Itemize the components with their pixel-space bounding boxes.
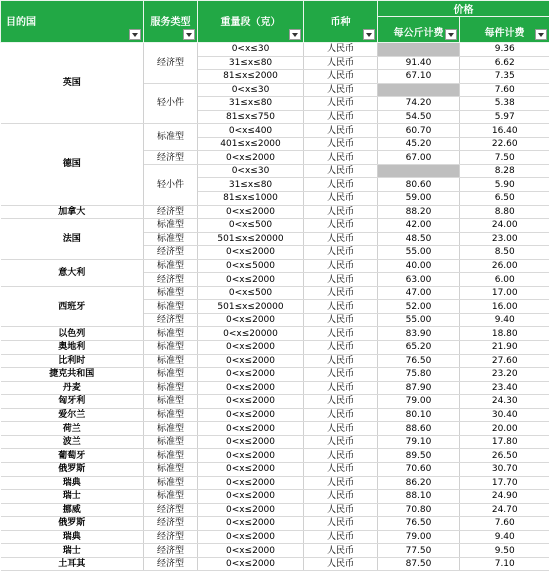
table-row: [1, 354, 549, 368]
cell-per-piece[interactable]: 23.20: [460, 368, 549, 382]
cell-weight-range[interactable]: 0<x≤2000: [198, 490, 304, 504]
cell-currency[interactable]: 人民币: [304, 192, 378, 206]
cell-per-piece[interactable]: 7.10: [460, 557, 549, 571]
table-row: [1, 368, 549, 382]
cell-weight-range[interactable]: 0<x≤20000: [198, 327, 304, 341]
cell-per-piece[interactable]: 17.70: [460, 476, 549, 490]
header-per-piece: [460, 17, 549, 43]
cell-destination[interactable]: 爱尔兰: [1, 408, 144, 422]
cell-per-kg[interactable]: 42.00: [378, 219, 460, 233]
cell-service-type[interactable]: 标准型: [144, 124, 198, 151]
cell-per-kg[interactable]: 47.00: [378, 286, 460, 300]
cell-per-piece[interactable]: 24.00: [460, 219, 549, 233]
cell-per-kg[interactable]: 70.60: [378, 462, 460, 476]
cell-currency[interactable]: 人民币: [304, 205, 378, 219]
table-row: [1, 205, 549, 219]
header-service-type-label: 服务类型: [150, 17, 191, 28]
cell-per-piece[interactable]: 16.00: [460, 300, 549, 314]
cell-currency[interactable]: 人民币: [304, 490, 378, 504]
cell-per-piece[interactable]: 24.90: [460, 490, 549, 504]
cell-per-piece[interactable]: 24.70: [460, 503, 549, 517]
cell-per-kg[interactable]: [378, 164, 460, 178]
cell-per-kg[interactable]: 83.90: [378, 327, 460, 341]
cell-currency[interactable]: 人民币: [304, 341, 378, 355]
header-destination: [1, 1, 144, 43]
cell-service-type[interactable]: 经济型: [144, 517, 198, 531]
cell-destination[interactable]: 葡萄牙: [1, 449, 144, 463]
cell-currency[interactable]: 人民币: [304, 164, 378, 178]
cell-currency[interactable]: 人民币: [304, 530, 378, 544]
cell-destination[interactable]: 加拿大: [1, 205, 144, 219]
header-per-kg-label: 每公斤计费: [393, 28, 444, 39]
cell-service-type[interactable]: 标准型: [144, 449, 198, 463]
table-row: [1, 449, 549, 463]
cell-per-kg[interactable]: 74.20: [378, 97, 460, 111]
table-row: [1, 490, 549, 504]
cell-per-piece[interactable]: 26.00: [460, 259, 549, 273]
cell-weight-range[interactable]: 81≤x≤750: [198, 110, 304, 124]
cell-weight-range[interactable]: 0<x≤2000: [198, 544, 304, 558]
cell-per-piece[interactable]: 22.60: [460, 137, 549, 151]
header-row-1: [1, 1, 549, 17]
cell-currency[interactable]: 人民币: [304, 517, 378, 531]
cell-currency[interactable]: 人民币: [304, 462, 378, 476]
cell-per-kg[interactable]: 55.00: [378, 246, 460, 260]
cell-weight-range[interactable]: 0<x≤2000: [198, 503, 304, 517]
header-destination-label: 目的国: [6, 17, 36, 28]
cell-service-type[interactable]: 标准型: [144, 395, 198, 409]
cell-per-piece[interactable]: 9.40: [460, 530, 549, 544]
cell-destination[interactable]: 西班牙: [1, 286, 144, 327]
cell-weight-range[interactable]: 0<x≤2000: [198, 476, 304, 490]
cell-service-type[interactable]: 经济型: [144, 273, 198, 287]
cell-currency[interactable]: 人民币: [304, 83, 378, 97]
cell-currency[interactable]: 人民币: [304, 544, 378, 558]
cell-per-kg[interactable]: 79.00: [378, 530, 460, 544]
cell-service-type[interactable]: 标准型: [144, 435, 198, 449]
cell-per-piece[interactable]: 6.50: [460, 192, 549, 206]
filter-dropdown-icon[interactable]: [183, 29, 195, 40]
cell-destination[interactable]: 瑞典: [1, 476, 144, 490]
cell-currency[interactable]: 人民币: [304, 476, 378, 490]
table-row: [1, 327, 549, 341]
cell-weight-range[interactable]: 501≤x≤20000: [198, 300, 304, 314]
table-row: [1, 530, 549, 544]
header-weight-range-label: 重量段（克）: [220, 17, 281, 28]
cell-per-piece[interactable]: 23.00: [460, 232, 549, 246]
cell-weight-range[interactable]: 0<x≤500: [198, 286, 304, 300]
cell-per-kg[interactable]: 79.00: [378, 395, 460, 409]
cell-per-kg[interactable]: 40.00: [378, 259, 460, 273]
cell-currency[interactable]: 人民币: [304, 151, 378, 165]
cell-per-kg[interactable]: 76.50: [378, 517, 460, 531]
header-weight-range: [198, 1, 304, 43]
cell-per-piece[interactable]: 30.70: [460, 462, 549, 476]
cell-per-piece[interactable]: 23.40: [460, 381, 549, 395]
cell-per-kg[interactable]: 87.50: [378, 557, 460, 571]
cell-currency[interactable]: 人民币: [304, 557, 378, 571]
cell-per-piece[interactable]: 18.80: [460, 327, 549, 341]
cell-per-kg[interactable]: [378, 43, 460, 57]
cell-weight-range[interactable]: 0<x≤2000: [198, 341, 304, 355]
cell-weight-range[interactable]: 0<x≤30: [198, 43, 304, 57]
table-row: [1, 219, 549, 233]
cell-service-type[interactable]: 标准型: [144, 354, 198, 368]
filter-dropdown-icon[interactable]: [363, 29, 375, 40]
cell-weight-range[interactable]: 0<x≤2000: [198, 354, 304, 368]
cell-currency[interactable]: 人民币: [304, 246, 378, 260]
cell-weight-range[interactable]: 0<x≤2000: [198, 273, 304, 287]
cell-weight-range[interactable]: 0<x≤30: [198, 164, 304, 178]
header-currency: [304, 1, 378, 43]
cell-per-kg[interactable]: 59.00: [378, 192, 460, 206]
cell-currency[interactable]: 人民币: [304, 97, 378, 111]
cell-per-piece[interactable]: 16.40: [460, 124, 549, 138]
cell-weight-range[interactable]: 81≤x≤1000: [198, 192, 304, 206]
cell-service-type[interactable]: 经济型: [144, 313, 198, 327]
cell-service-type[interactable]: 标准型: [144, 286, 198, 300]
cell-service-type[interactable]: 经济型: [144, 151, 198, 165]
cell-weight-range[interactable]: 0<x≤2000: [198, 395, 304, 409]
cell-per-piece[interactable]: 7.35: [460, 70, 549, 84]
cell-service-type[interactable]: 标准型: [144, 476, 198, 490]
filter-dropdown-icon[interactable]: [535, 29, 547, 40]
table-row: [1, 381, 549, 395]
cell-service-type[interactable]: 标准型: [144, 490, 198, 504]
cell-per-piece[interactable]: 9.36: [460, 43, 549, 57]
cell-per-kg[interactable]: 77.50: [378, 544, 460, 558]
cell-per-kg[interactable]: 80.10: [378, 408, 460, 422]
cell-destination[interactable]: 俄罗斯: [1, 517, 144, 531]
cell-currency[interactable]: 人民币: [304, 422, 378, 436]
cell-per-piece[interactable]: 7.60: [460, 83, 549, 97]
table-row: [1, 462, 549, 476]
cell-currency[interactable]: 人民币: [304, 273, 378, 287]
cell-service-type[interactable]: 标准型: [144, 381, 198, 395]
cell-currency[interactable]: 人民币: [304, 327, 378, 341]
cell-service-type[interactable]: 标准型: [144, 341, 198, 355]
cell-currency[interactable]: 人民币: [304, 286, 378, 300]
cell-weight-range[interactable]: 31≤x≤80: [198, 178, 304, 192]
cell-per-kg[interactable]: 65.20: [378, 341, 460, 355]
cell-currency[interactable]: 人民币: [304, 70, 378, 84]
cell-weight-range[interactable]: 31≤x≤80: [198, 56, 304, 70]
cell-per-kg[interactable]: 60.70: [378, 124, 460, 138]
cell-per-piece[interactable]: 24.30: [460, 395, 549, 409]
cell-per-piece[interactable]: 26.50: [460, 449, 549, 463]
cell-destination[interactable]: 比利时: [1, 354, 144, 368]
cell-service-type[interactable]: 标准型: [144, 368, 198, 382]
cell-per-kg[interactable]: 55.00: [378, 313, 460, 327]
cell-weight-range[interactable]: 81≤x≤2000: [198, 70, 304, 84]
cell-weight-range[interactable]: 0<x≤400: [198, 124, 304, 138]
table-row: [1, 408, 549, 422]
cell-currency[interactable]: 人民币: [304, 408, 378, 422]
cell-per-piece[interactable]: 30.40: [460, 408, 549, 422]
cell-destination[interactable]: 以色列: [1, 327, 144, 341]
header-price: 价格: [378, 1, 549, 17]
cell-weight-range[interactable]: 0<x≤5000: [198, 259, 304, 273]
cell-destination[interactable]: 波兰: [1, 435, 144, 449]
table-row: [1, 422, 549, 436]
cell-destination[interactable]: 英国: [1, 43, 144, 124]
cell-currency[interactable]: 人民币: [304, 368, 378, 382]
cell-destination[interactable]: 荷兰: [1, 422, 144, 436]
cell-service-type[interactable]: 标准型: [144, 422, 198, 436]
cell-weight-range[interactable]: 0<x≤2000: [198, 408, 304, 422]
cell-service-type[interactable]: 经济型: [144, 205, 198, 219]
cell-destination[interactable]: 意大利: [1, 259, 144, 286]
cell-weight-range[interactable]: 0<x≤2000: [198, 422, 304, 436]
cell-destination[interactable]: 瑞士: [1, 544, 144, 558]
cell-per-piece[interactable]: 17.00: [460, 286, 549, 300]
cell-weight-range[interactable]: 0<x≤2000: [198, 517, 304, 531]
cell-service-type[interactable]: 经济型: [144, 246, 198, 260]
cell-per-kg[interactable]: 79.10: [378, 435, 460, 449]
cell-destination[interactable]: 土耳其: [1, 557, 144, 571]
cell-currency[interactable]: 人民币: [304, 110, 378, 124]
cell-currency[interactable]: 人民币: [304, 124, 378, 138]
cell-per-kg[interactable]: 88.60: [378, 422, 460, 436]
cell-service-type[interactable]: 标准型: [144, 300, 198, 314]
cell-destination[interactable]: 挪威: [1, 503, 144, 517]
table-row: [1, 341, 549, 355]
cell-per-kg[interactable]: 88.20: [378, 205, 460, 219]
cell-currency[interactable]: 人民币: [304, 137, 378, 151]
cell-service-type[interactable]: 轻小件: [144, 164, 198, 205]
table-row: [1, 503, 549, 517]
table-row: [1, 476, 549, 490]
cell-per-kg[interactable]: 91.40: [378, 56, 460, 70]
cell-currency[interactable]: 人民币: [304, 300, 378, 314]
cell-per-kg[interactable]: 89.50: [378, 449, 460, 463]
cell-currency[interactable]: 人民币: [304, 178, 378, 192]
cell-weight-range[interactable]: 0<x≤2000: [198, 449, 304, 463]
cell-destination[interactable]: 瑞典: [1, 530, 144, 544]
cell-per-piece[interactable]: 27.60: [460, 354, 549, 368]
cell-weight-range[interactable]: 0<x≤2000: [198, 381, 304, 395]
cell-per-piece[interactable]: 9.40: [460, 313, 549, 327]
table-row: [1, 544, 549, 558]
cell-per-piece[interactable]: 7.50: [460, 151, 549, 165]
filter-dropdown-icon[interactable]: [445, 29, 457, 40]
cell-per-piece[interactable]: 5.38: [460, 97, 549, 111]
cell-weight-range[interactable]: 401≤x≤2000: [198, 137, 304, 151]
cell-weight-range[interactable]: 0<x≤2000: [198, 557, 304, 571]
cell-currency[interactable]: 人民币: [304, 232, 378, 246]
cell-per-kg[interactable]: 75.80: [378, 368, 460, 382]
cell-per-piece[interactable]: 8.50: [460, 246, 549, 260]
cell-service-type[interactable]: 经济型: [144, 503, 198, 517]
cell-weight-range[interactable]: 0<x≤2000: [198, 462, 304, 476]
cell-weight-range[interactable]: 0<x≤2000: [198, 313, 304, 327]
cell-per-kg[interactable]: 86.20: [378, 476, 460, 490]
cell-per-kg[interactable]: 67.00: [378, 151, 460, 165]
table-row: [1, 259, 549, 273]
cell-currency[interactable]: 人民币: [304, 449, 378, 463]
cell-per-kg[interactable]: 67.10: [378, 70, 460, 84]
table-row: [1, 517, 549, 531]
cell-per-kg[interactable]: 80.60: [378, 178, 460, 192]
table-row: [1, 557, 549, 571]
cell-destination[interactable]: 俄罗斯: [1, 462, 144, 476]
cell-weight-range[interactable]: 0<x≤2000: [198, 435, 304, 449]
cell-service-type[interactable]: 经济型: [144, 530, 198, 544]
cell-service-type[interactable]: 标准型: [144, 219, 198, 233]
header-per-piece-label: 每件计费: [484, 28, 525, 39]
cell-service-type[interactable]: 标准型: [144, 232, 198, 246]
cell-per-kg[interactable]: 87.90: [378, 381, 460, 395]
cell-service-type[interactable]: 标准型: [144, 327, 198, 341]
cell-per-piece[interactable]: 7.60: [460, 517, 549, 531]
cell-per-piece[interactable]: 6.62: [460, 56, 549, 70]
cell-currency[interactable]: 人民币: [304, 435, 378, 449]
cell-per-kg[interactable]: 70.80: [378, 503, 460, 517]
cell-weight-range[interactable]: 31≤x≤80: [198, 97, 304, 111]
cell-per-kg[interactable]: [378, 83, 460, 97]
table-body: [1, 43, 549, 571]
cell-service-type[interactable]: 轻小件: [144, 83, 198, 124]
cell-currency[interactable]: 人民币: [304, 354, 378, 368]
header-service-type: [144, 1, 198, 43]
table-row: [1, 124, 549, 138]
table-row: [1, 43, 549, 57]
cell-weight-range[interactable]: 501≤x≤20000: [198, 232, 304, 246]
cell-currency[interactable]: 人民币: [304, 395, 378, 409]
cell-destination[interactable]: 匈牙利: [1, 395, 144, 409]
cell-currency[interactable]: 人民币: [304, 259, 378, 273]
cell-currency[interactable]: 人民币: [304, 219, 378, 233]
cell-service-type[interactable]: 标准型: [144, 462, 198, 476]
cell-per-kg[interactable]: 88.10: [378, 490, 460, 504]
cell-currency[interactable]: 人民币: [304, 43, 378, 57]
cell-weight-range[interactable]: 0<x≤2000: [198, 151, 304, 165]
cell-per-piece[interactable]: 5.90: [460, 178, 549, 192]
cell-per-piece[interactable]: 8.28: [460, 164, 549, 178]
cell-currency[interactable]: 人民币: [304, 313, 378, 327]
cell-weight-range[interactable]: 0<x≤2000: [198, 205, 304, 219]
filter-dropdown-icon[interactable]: [289, 29, 301, 40]
cell-service-type[interactable]: 标准型: [144, 408, 198, 422]
cell-per-piece[interactable]: 9.50: [460, 544, 549, 558]
table-row: [1, 435, 549, 449]
cell-currency[interactable]: 人民币: [304, 381, 378, 395]
cell-per-kg[interactable]: 52.00: [378, 300, 460, 314]
cell-weight-range[interactable]: 0<x≤30: [198, 83, 304, 97]
cell-per-piece[interactable]: 17.80: [460, 435, 549, 449]
cell-per-kg[interactable]: 45.20: [378, 137, 460, 151]
cell-destination[interactable]: 捷克共和国: [1, 368, 144, 382]
table-row: [1, 395, 549, 409]
cell-destination[interactable]: 丹麦: [1, 381, 144, 395]
cell-per-kg[interactable]: 63.00: [378, 273, 460, 287]
cell-destination[interactable]: 瑞士: [1, 490, 144, 504]
cell-weight-range[interactable]: 0<x≤500: [198, 219, 304, 233]
cell-destination[interactable]: 德国: [1, 124, 144, 205]
cell-service-type[interactable]: 经济型: [144, 43, 198, 84]
cell-weight-range[interactable]: 0<x≤2000: [198, 368, 304, 382]
table-row: [1, 286, 549, 300]
cell-currency[interactable]: 人民币: [304, 56, 378, 70]
cell-destination[interactable]: 法国: [1, 219, 144, 260]
cell-currency[interactable]: 人民币: [304, 503, 378, 517]
cell-per-piece[interactable]: 20.00: [460, 422, 549, 436]
cell-weight-range[interactable]: 0<x≤2000: [198, 246, 304, 260]
cell-destination[interactable]: 奥地利: [1, 341, 144, 355]
filter-dropdown-icon[interactable]: [129, 29, 141, 40]
cell-per-kg[interactable]: 54.50: [378, 110, 460, 124]
header-per-kg: [378, 17, 460, 43]
cell-per-piece[interactable]: 5.97: [460, 110, 549, 124]
header-currency-label: 币种: [330, 17, 351, 28]
cell-weight-range[interactable]: 0<x≤2000: [198, 530, 304, 544]
cell-per-piece[interactable]: 6.00: [460, 273, 549, 287]
cell-per-kg[interactable]: 48.50: [378, 232, 460, 246]
cell-service-type[interactable]: 标准型: [144, 259, 198, 273]
cell-service-type[interactable]: 经济型: [144, 557, 198, 571]
cell-per-piece[interactable]: 8.80: [460, 205, 549, 219]
cell-per-kg[interactable]: 76.50: [378, 354, 460, 368]
cell-per-piece[interactable]: 21.90: [460, 341, 549, 355]
cell-service-type[interactable]: 经济型: [144, 544, 198, 558]
